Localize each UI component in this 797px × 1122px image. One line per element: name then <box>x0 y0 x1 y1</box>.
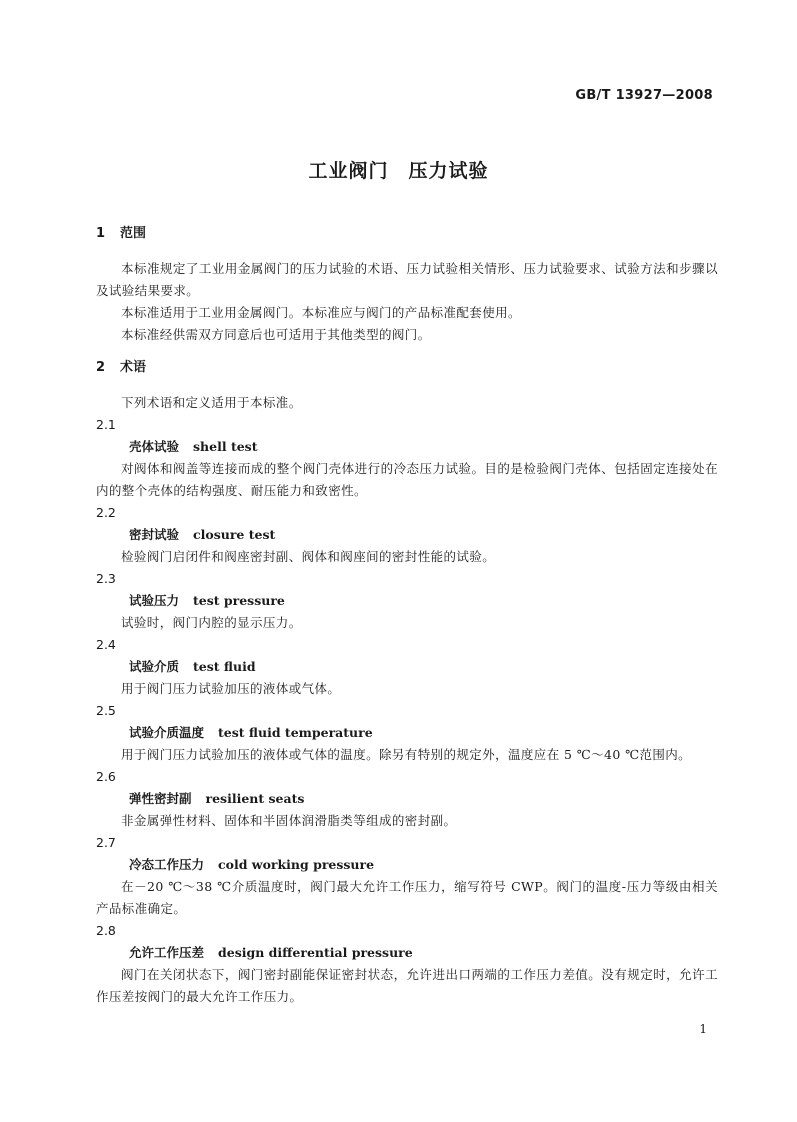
term-definition: 在－20 ℃～38 ℃介质温度时，阀门最大允许工作压力，缩写符号 CWP。阀门的温度-压力等级由相关产品标准确定。 <box>96 879 718 916</box>
term-en: design differential pressure <box>218 945 413 960</box>
term-number: 2.5 <box>96 703 116 718</box>
term-entry <box>96 766 718 832</box>
term-zh: 允许工作压差 <box>129 945 205 960</box>
term-definition: 阀门在关闭状态下，阀门密封副能保证密封状态，允许进出口两端的工作压力差值。没有规定时，允许工作压差按阀门的最大允许工作压力。 <box>96 967 718 1004</box>
term-title <box>96 942 718 964</box>
term-en: shell test <box>193 439 258 454</box>
term-title <box>96 590 718 612</box>
term-entry <box>96 414 718 502</box>
section-title: 范围 <box>120 226 147 241</box>
term-en: closure test <box>193 527 276 542</box>
term-zh: 冷态工作压力 <box>129 857 205 872</box>
term-definition: 对阀体和阀盖等连接而成的整个阀门壳体进行的冷态压力试验。目的是检验阀门壳体、包括固定连接处在内的整个壳体的结构强度、耐压能力和致密性。 <box>96 461 718 498</box>
section-heading <box>96 358 718 378</box>
section-heading <box>96 224 718 244</box>
term-title <box>96 722 718 744</box>
term-zh: 壳体试验 <box>129 439 180 454</box>
term-number: 2.1 <box>96 417 116 432</box>
term-entry <box>96 502 718 568</box>
term-entry <box>96 568 718 634</box>
paragraph: 本标准规定了工业用金属阀门的压力试验的术语、压力试验相关情形、压力试验要求、试验方法和步骤以及试验结果要求。 <box>96 261 718 298</box>
section-number: 1 <box>96 226 106 241</box>
term-number: 2.8 <box>96 923 116 938</box>
term-title <box>96 656 718 678</box>
section-intro: 下列术语和定义适用于本标准。 <box>121 395 302 410</box>
term-number: 2.6 <box>96 769 116 784</box>
term-title <box>96 436 718 458</box>
term-definition: 用于阀门压力试验加压的液体或气体的温度。除另有特别的规定外，温度应在 5 ℃～40 ℃范围内。 <box>121 747 692 762</box>
term-definition: 用于阀门压力试验加压的液体或气体。 <box>121 681 341 696</box>
term-entry <box>96 920 718 1008</box>
term-number: 2.4 <box>96 637 116 652</box>
term-zh: 试验介质温度 <box>129 725 205 740</box>
paragraph: 本标准适用于工业用金属阀门。本标准应与阀门的产品标准配套使用。 <box>121 305 521 320</box>
term-title <box>96 788 718 810</box>
section-title: 术语 <box>120 360 147 375</box>
term-number: 2.3 <box>96 571 116 586</box>
term-zh: 弹性密封副 <box>129 791 192 806</box>
document-body <box>96 224 718 1008</box>
term-en: test pressure <box>193 593 285 608</box>
standard-number: GB/T 13927—2008 <box>575 88 713 103</box>
term-en: cold working pressure <box>218 857 375 872</box>
term-zh: 试验介质 <box>129 659 180 674</box>
term-en: test fluid temperature <box>218 725 373 740</box>
page-number: 1 <box>699 1022 707 1036</box>
term-definition: 检验阀门启闭件和阀座密封副、阀体和阀座间的密封性能的试验。 <box>121 549 496 564</box>
term-number: 2.2 <box>96 505 116 520</box>
section-number: 2 <box>96 360 106 375</box>
paragraph: 本标准经供需双方同意后也可适用于其他类型的阀门。 <box>121 327 431 342</box>
term-en: test fluid <box>193 659 256 674</box>
term-entry <box>96 634 718 700</box>
term-entry <box>96 700 718 766</box>
term-entry <box>96 832 718 920</box>
term-definition: 试验时，阀门内腔的显示压力。 <box>121 615 302 630</box>
document-title: 工业阀门 压力试验 <box>308 160 489 182</box>
term-title <box>96 524 718 546</box>
term-zh: 试验压力 <box>129 593 180 608</box>
term-en: resilient seats <box>205 791 305 806</box>
term-number: 2.7 <box>96 835 116 850</box>
term-zh: 密封试验 <box>129 527 180 542</box>
term-title <box>96 854 718 876</box>
term-definition: 非金属弹性材料、固体和半固体润滑脂类等组成的密封副。 <box>121 813 457 828</box>
